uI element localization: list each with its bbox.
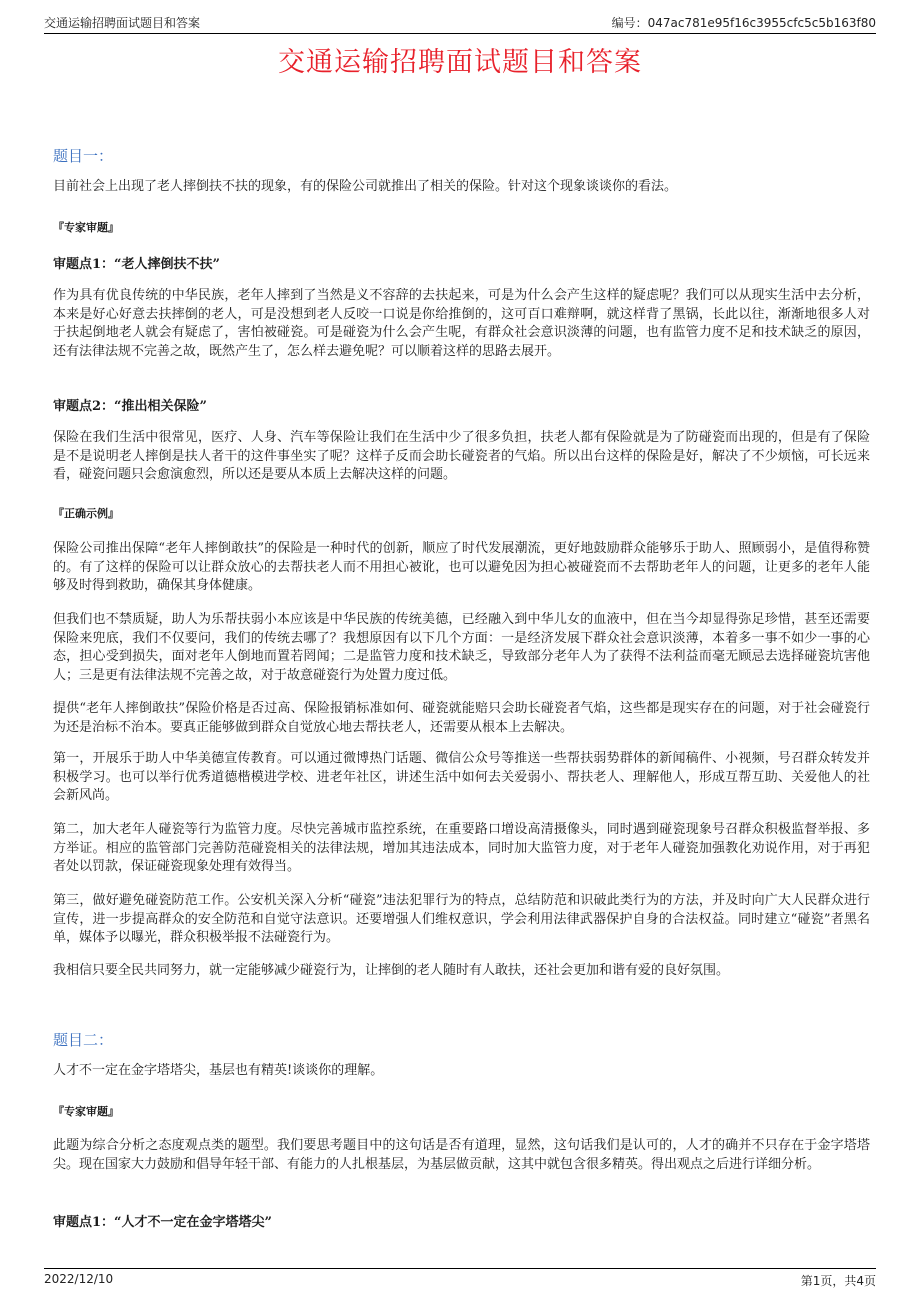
- question-2-text: 人才不一定在金字塔塔尖，基层也有精英!谈谈你的理解。: [53, 1063, 384, 1078]
- expert-review-tag-2: 『专家审题』: [53, 1105, 119, 1118]
- review-point-2-title: 审题点2：“推出相关保险”: [53, 399, 208, 414]
- question-1-heading: 题目一：: [53, 147, 114, 165]
- review-point-2-text: 保险在我们生活中很常见，医疗、人身、汽车等保险让我们在生活中少了很多负担，扶老人都有保险就是为了防碰瓷而出现的，但是有了保险是不是说明老人摔倒是扶人者干的这件事坐实了呢？这样子反而会助长碰瓷者的气焰。所以出台这样的保险是好，解决了不少烦恼，可长远来看，碰瓷问题只会愈演愈烈，所以还是要从本质上去解决这样的问题。: [53, 430, 870, 483]
- question-2-analysis: 此题为综合分析之态度观点类的题型。我们要思考题目中的这句话是否有道理，显然，这句话我们是认可的，人才的确并不只存在于金字塔塔尖。现在国家大力鼓励和倡导年轻干部、有能力的人扎根基层，为基层做贡献，这其中就包含很多精英。得出观点之后进行详细分析。: [53, 1138, 870, 1172]
- example-paragraph-4: 第一，开展乐于助人中华美德宣传教育。可以通过微博热门话题、微信公众号等推送一些帮扶弱势群体的新闻稿件、小视频，号召群众转发并积极学习。也可以举行优秀道德楷模进学校、进老年社区，讲述生活中如何去关爱弱小、帮扶老人、理解他人，形成互帮互助、关爱他人的社会新风尚。: [53, 751, 870, 804]
- example-paragraph-7: 我相信只要全民共同努力，就一定能够减少碰瓷行为，让摔倒的老人随时有人敢扶，还社会更加和谐有爱的良好氛围。: [53, 963, 730, 978]
- page-footer: [44, 1268, 876, 1289]
- correct-example-tag: 『正确示例』: [53, 507, 119, 520]
- review-point-1-title: 审题点1：“老人摔倒扶不扶”: [53, 257, 221, 272]
- footer-date: 2022/12/10: [44, 1272, 114, 1286]
- expert-review-tag: 『专家审题』: [53, 221, 119, 234]
- question-2-heading: 题目二：: [53, 1031, 114, 1049]
- footer-page-number: 第1页，共4页: [800, 1274, 876, 1288]
- question-1-text: 目前社会上出现了老人摔倒扶不扶的现象，有的保险公司就推出了相关的保险。针对这个现象谈谈你的看法。: [53, 179, 678, 194]
- q2-review-point-1-title: 审题点1：“人才不一定在金字塔塔尖”: [53, 1215, 273, 1230]
- header-doc-id: 编号：047ac781e95f16c3955cfc5c5b163f80: [611, 16, 876, 30]
- example-paragraph-3: 提供“老年人摔倒敢扶”保险价格是否过高、保险报销标准如何、碰瓷就能赔只会助长碰瓷者气焰，这些都是现实存在的问题，对于社会碰瓷行为还是治标不治本。要真正能够做到群众自觉放心地去帮扶老人，还需要从根本上去解决。: [53, 701, 870, 735]
- page-title: 交通运输招聘面试题目和答案: [278, 47, 642, 78]
- example-paragraph-5: 第二，加大老年人碰瓷等行为监管力度。尽快完善城市监控系统，在重要路口增设高清摄像头，同时遇到碰瓷现象号召群众积极监督举报、多方举证。相应的监管部门完善防范碰瓷相关的法律法规，增加其违法成本，同时加大监管力度，对于老年人碰瓷加强教化劝说作用，对于再犯者处以罚款，保证碰瓷现象处理有效得当。: [53, 822, 870, 875]
- page-header: [44, 13, 876, 34]
- example-paragraph-2: 但我们也不禁质疑，助人为乐帮扶弱小本应该是中华民族的传统美德，已经融入到中华儿女的血液中，但在当今却显得弥足珍惜，甚至还需要保险来兜底，我们不仅要问，我们的传统去哪了？我想原因有以下几个方面：一是经济发展下群众社会意识淡薄，本着多一事不如少一事的心态，担心受到损失，面对老年人倒地而置若罔闻；二是监管力度和技术缺乏，导致部分老年人为了获得不法利益而毫无顾忌去选择碰瓷坑害他人；三是更有法律法规不完善之故，对于故意碰瓷行为处置力度过低。: [53, 612, 870, 683]
- example-paragraph-1: 保险公司推出保障“老年人摔倒敢扶”的保险是一种时代的创新，顺应了时代发展潮流，更好地鼓励群众能够乐于助人、照顾弱小，是值得称赞的。有了这样的保险可以让群众放心的去帮扶老人而不用担心被讹，也可以避免因为担心被碰瓷而不去帮助老年人的问题，让更多的老年人能够及时得到救助，确保其身体健康。: [53, 541, 870, 594]
- header-doc-title: 交通运输招聘面试题目和答案: [44, 16, 201, 30]
- example-paragraph-6: 第三，做好避免碰瓷防范工作。公安机关深入分析“碰瓷”违法犯罪行为的特点，总结防范和识破此类行为的方法，并及时向广大人民群众进行宣传，进一步提高群众的安全防范和自觉守法意识。还要增强人们维权意识，学会利用法律武器保护自身的合法权益。同时建立“碰瓷”者黑名单，媒体予以曝光，群众积极举报不法碰瓷行为。: [53, 893, 870, 946]
- review-point-1-text: 作为具有优良传统的中华民族，老年人摔到了当然是义不容辞的去扶起来，可是为什么会产生这样的疑虑呢？我们可以从现实生活中去分析，本来是好心好意去扶摔倒的老人，可是没想到老人反咬一口说是你给推倒的，这可百口难辩啊，就这样背了黑锅，长此以往，渐渐地很多人对于扶起倒地老人就会有疑虑了，害怕被碰瓷。可是碰瓷为什么会产生呢，有群众社会意识淡薄的问题，也有监管力度不足和技术缺乏的原因，还有法律法规不完善之故，既然产生了，怎么样去避免呢？可以顺着这样的思路去展开。: [53, 288, 870, 359]
